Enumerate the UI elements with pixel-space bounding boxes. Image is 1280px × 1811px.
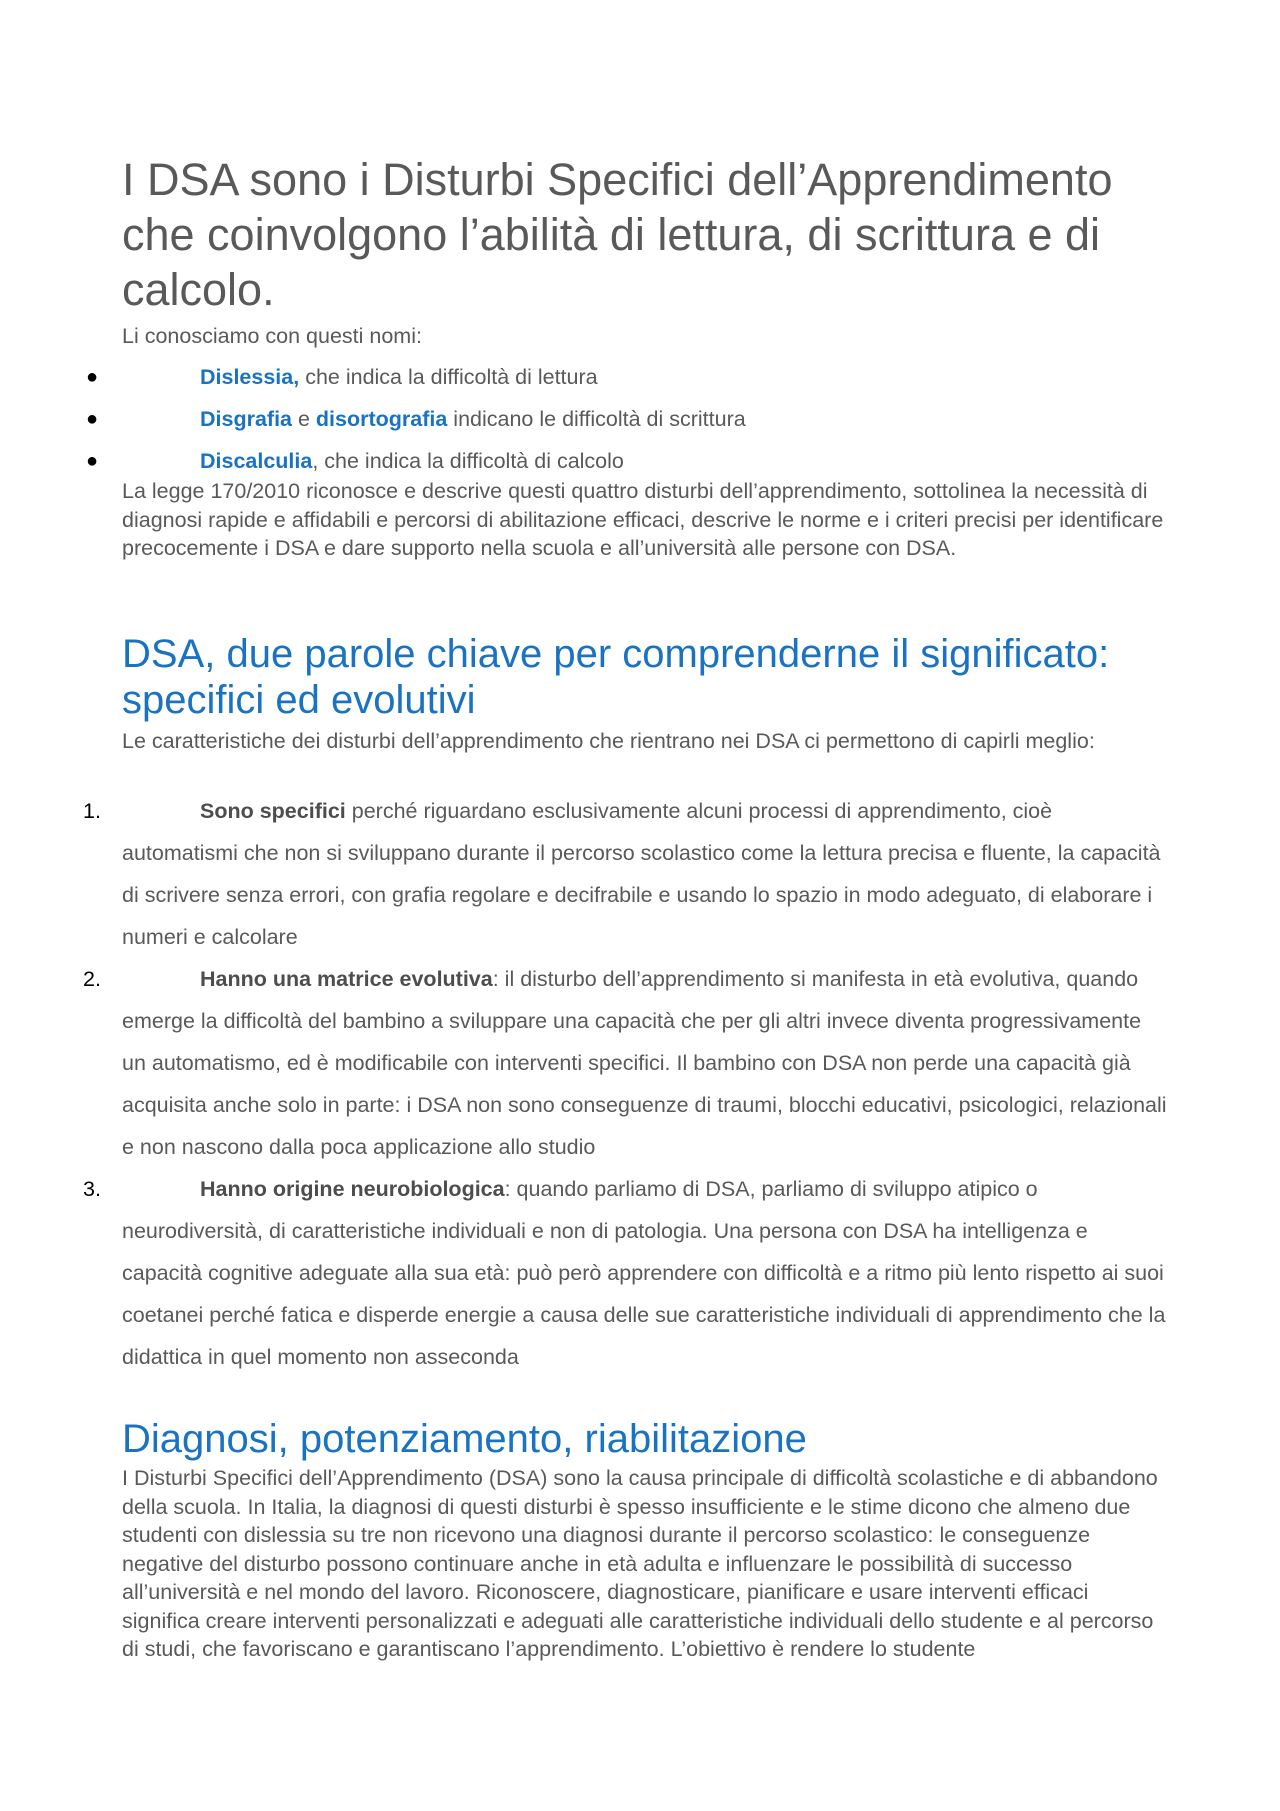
diagnosis-paragraph: I Disturbi Specifici dell’Apprendimento (DSA) sono la causa principale di difficoltà scolastiche e di abbandono della scuola. In Italia, la diagnosi di questi disturbi è spesso insufficiente e le stime dicono che almeno due studenti con dislessia su tre non ricevono una diagnosi durante il percorso scolastico: le conseguenze negative del disturbo possono continuare anche in età adulta e influenzare le possibilità di successo all’università e nel mondo del lavoro. Riconoscere, diagnosticare, pianificare e usare interventi efficaci significa creare interventi personalizzati e adeguati alle caratteristiche individuali dello studente e al percorso di studi, che favoriscano e garantiscano l’apprendimento. L’obiettivo è rendere lo studente (122, 1466, 1158, 1661)
list-item (83, 790, 1167, 958)
list-item-title: Sono specifici (200, 799, 346, 823)
bullet-icon: ● (86, 366, 99, 388)
intro-text: Li conosciamo con questi nomi: (122, 324, 422, 348)
keyword: Discalculia (200, 449, 313, 473)
keyword: Disgrafia (200, 407, 293, 431)
section-keywords (122, 631, 1167, 723)
list-item (86, 356, 1167, 398)
list-item-text: indicano le difficoltà di scrittura (447, 407, 746, 431)
dsa-names-list (86, 356, 1167, 482)
characteristics-list (83, 790, 1167, 1378)
list-item (86, 398, 1167, 440)
keyword: disortografia (315, 407, 448, 431)
page-title: I DSA sono i Disturbi Specifici dell’Apprendimento che coinvolgono l’abilità di lettura, di scrittura e di calcolo. (122, 154, 1113, 315)
list-item-title: Hanno una matrice evolutiva (200, 967, 493, 991)
title-block (122, 152, 1167, 317)
law-paragraph: La legge 170/2010 riconosce e descrive questi quattro disturbi dell’apprendimento, sottolinea la necessità di diagnosi rapide e affidabili e percorsi di abilitazione efficaci, descrive le norme e i criteri precisi per identificare precocemente i DSA e dare supporto nella scuola e all’università alle persone con DSA. (122, 479, 1164, 560)
section-heading: Diagnosi, potenziamento, riabilitazione (122, 1417, 807, 1461)
list-item (83, 1168, 1167, 1378)
bullet-icon: ● (86, 408, 99, 430)
section-keywords-intro (122, 727, 1167, 756)
list-item-title: Hanno origine neurobiologica (200, 1177, 505, 1201)
list-item-text: , che indica la difficoltà di calcolo (312, 449, 624, 473)
list-number: 2. (83, 967, 101, 991)
list-item (86, 440, 1167, 482)
keyword: Dislessia, (200, 365, 300, 389)
list-item-text: che indica la difficoltà di lettura (299, 365, 598, 389)
list-item (83, 958, 1167, 1168)
bullet-icon: ● (86, 450, 99, 472)
list-item-text: perché riguardano esclusivamente alcuni processi di apprendimento, cioè automatismi che non si sviluppano durante il percorso scolastico come la lettura precisa e fluente, la capacità di scrivere senza errori, con grafia regolare e decifrabile e usando lo spazio in modo adeguato, di elaborare i numeri e calcolare (122, 799, 1161, 949)
section-diagnosis-body (122, 1464, 1167, 1664)
list-item-text: : il disturbo dell’apprendimento si manifesta in età evolutiva, quando emerge la difficoltà del bambino a sviluppare una capacità che per gli altri invece diventa progressivamente un automatismo, ed è modificabile con interventi specifici. Il bambino con DSA non perde una capacità già acquisita anche solo in parte: i DSA non sono conseguenze di traumi, blocchi educativi, psicologici, relazionali e non nascono dalla poca applicazione allo studio (122, 967, 1167, 1159)
list-number: 1. (83, 799, 101, 823)
list-item-text: : quando parliamo di DSA, parliamo di sviluppo atipico o neurodiversità, di caratteristiche individuali e non di patologia. Una persona con DSA ha intelligenza e capacità cognitive adeguate alla sua età: può però apprendere con difficoltà e a ritmo più lento rispetto ai suoi coetanei perché fatica e disperde energie a causa delle sue caratteristiche individuali di apprendimento che la didattica in quel momento non asseconda (122, 1177, 1166, 1369)
intro-block (122, 322, 1167, 350)
section-heading: DSA, due parole chiave per comprenderne il significato: specifici ed evolutivi (122, 632, 1110, 722)
list-item-text: e (292, 407, 316, 431)
list-number: 3. (83, 1177, 101, 1201)
section-intro: Le caratteristiche dei disturbi dell’apprendimento che rientrano nei DSA ci permettono di capirli meglio: (122, 729, 1095, 753)
section-diagnosis (122, 1416, 1167, 1462)
law-paragraph-block (122, 477, 1167, 563)
